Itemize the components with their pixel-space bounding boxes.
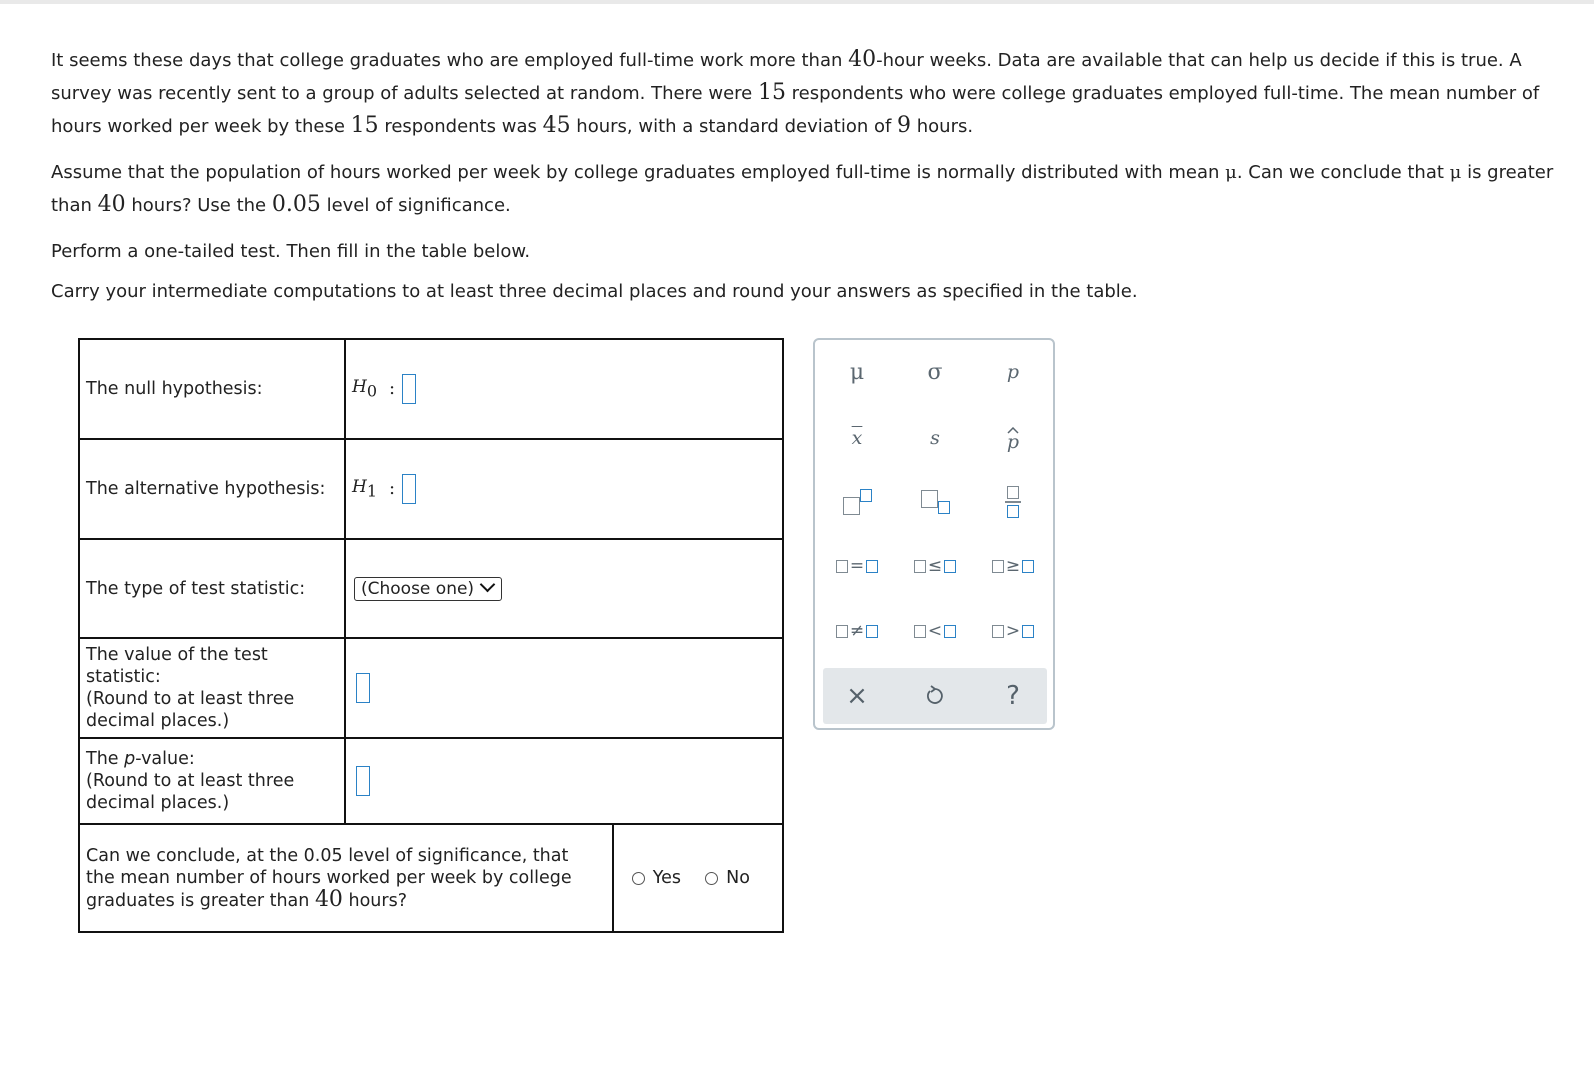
- p-value-row: [79, 738, 783, 824]
- instruction-one-tailed: Perform a one-tailed test. Then fill in the table below.: [51, 241, 531, 262]
- x-bar-button[interactable]: $\overline{x}$: [851, 427, 863, 449]
- less-than-button[interactable]: <: [905, 611, 965, 651]
- clear-button[interactable]: [827, 676, 887, 716]
- greater-than-button[interactable]: >: [983, 611, 1043, 651]
- null-hypothesis-input[interactable]: [402, 374, 416, 404]
- top-border: [0, 0, 1594, 4]
- test-statistic-value-row: [79, 638, 783, 738]
- p-button[interactable]: p: [1006, 361, 1020, 383]
- no-radio[interactable]: No: [705, 867, 750, 889]
- h1-symbol: $H_1$: [352, 476, 378, 501]
- conclusion-row: [79, 824, 783, 932]
- conclusion-options-cell: [613, 824, 783, 932]
- mu-button[interactable]: μ: [849, 359, 865, 385]
- alternative-hypothesis-input[interactable]: [402, 474, 416, 504]
- s-button[interactable]: s: [930, 427, 940, 449]
- alternative-hypothesis-row: [79, 439, 783, 539]
- null-hypothesis-expression: $H_0$ :: [352, 374, 416, 404]
- problem-paragraph-2: Assume that the population of hours worked per week by college graduates employed full-time is normally distributed with mean μ. Can we conclude that μ is greater than 40 hours? Use the 0.05 level of significance.: [51, 162, 1554, 217]
- yes-radio[interactable]: Yes: [632, 867, 681, 889]
- instruction-rounding: Carry your intermediate computations to at least three decimal places and round your answers as specified in the table.: [51, 281, 1138, 302]
- test-statistic-value-input[interactable]: [356, 673, 370, 703]
- superscript-button[interactable]: [827, 482, 887, 522]
- undo-icon: [924, 685, 946, 707]
- test-statistic-type-row: [79, 539, 783, 638]
- radio-circle-icon: [632, 872, 645, 885]
- p-value-input[interactable]: [356, 766, 370, 796]
- radio-circle-icon: [705, 872, 718, 885]
- undo-button[interactable]: [905, 676, 965, 716]
- greater-equal-button[interactable]: ≥: [983, 546, 1043, 586]
- null-hypothesis-cell: [345, 339, 783, 439]
- help-icon: ?: [1006, 681, 1020, 711]
- sigma-button[interactable]: σ: [927, 359, 943, 385]
- math-symbol-palette: [813, 338, 1055, 730]
- less-equal-button[interactable]: ≤: [905, 546, 965, 586]
- test-statistic-value-label: The value of the test statistic: (Round to at least three decimal places.): [79, 638, 345, 738]
- alternative-hypothesis-label: The alternative hypothesis:: [79, 439, 345, 539]
- problem-paragraph-1: It seems these days that college graduates who are employed full-time work more than 40-hour weeks. Data are available that can help us decide if this is true. A survey was recently sent to a group of adults selected at random. There were 15 respondents who were college graduates employed full-time. The mean number of hours worked per week by these 15 respondents was 45 hours, with a standard deviation of 9 hours.: [51, 47, 1540, 138]
- fraction-button[interactable]: [983, 482, 1043, 522]
- conclusion-question: Can we conclude, at the 0.05 level of significance, that the mean number of hours worked per week by college graduates is greater than 40 hours?: [79, 824, 613, 932]
- alternative-hypothesis-cell: [345, 439, 783, 539]
- p-value-cell: [345, 738, 783, 824]
- subscript-template-icon: [921, 490, 950, 514]
- null-hypothesis-row: [79, 339, 783, 439]
- null-hypothesis-label: The null hypothesis:: [79, 339, 345, 439]
- test-statistic-type-cell: [345, 539, 783, 638]
- test-statistic-value-cell: [345, 638, 783, 738]
- subscript-button[interactable]: [905, 482, 965, 522]
- test-statistic-type-select[interactable]: (Choose one): [354, 577, 502, 601]
- alternative-hypothesis-expression: $H_1$ :: [352, 474, 416, 504]
- test-statistic-type-label: The type of test statistic:: [79, 539, 345, 638]
- not-equal-button[interactable]: ≠: [827, 611, 887, 651]
- answer-table: [78, 338, 784, 933]
- p-value-label: The p-value: (Round to at least three decimal places.): [79, 738, 345, 824]
- superscript-template-icon: [843, 489, 872, 515]
- help-button[interactable]: [983, 676, 1043, 716]
- chevron-down-icon: [480, 576, 496, 592]
- close-icon: ×: [846, 681, 868, 711]
- conclusion-options: [620, 867, 782, 889]
- p-hat-button[interactable]: p: [983, 418, 1043, 458]
- fraction-template-icon: [1005, 486, 1021, 518]
- h0-symbol: $H_0$: [352, 376, 378, 401]
- equals-button[interactable]: =: [827, 546, 887, 586]
